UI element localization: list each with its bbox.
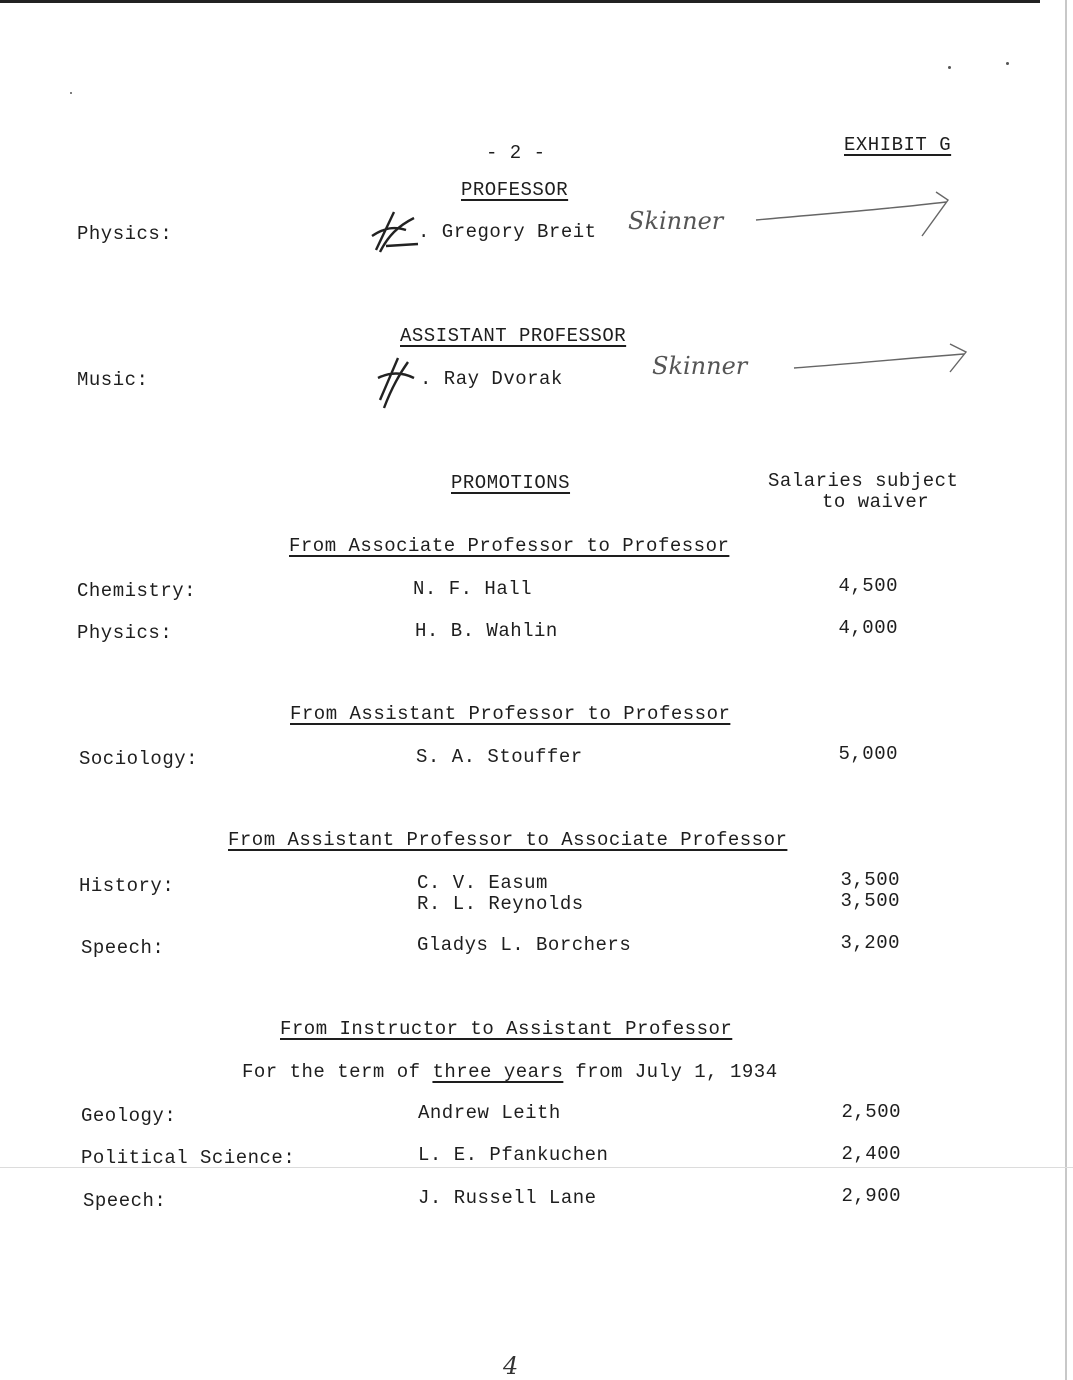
salary-column-header-line1: Salaries subject	[768, 470, 959, 492]
strikethrough-mark-icon	[374, 352, 424, 412]
row-salary: 3,200	[840, 932, 900, 954]
row-name: H. B. Wahlin	[415, 620, 558, 642]
row-name: Andrew Leith	[418, 1102, 561, 1124]
term-emphasis: three years	[432, 1061, 564, 1083]
music-department-label: Music:	[77, 369, 149, 391]
term-prefix: For the term of	[242, 1061, 433, 1083]
section-heading-instr-to-asst: From Instructor to Assistant Professor	[280, 1018, 733, 1040]
handwritten-page-mark: 4	[503, 1352, 519, 1380]
page-edge-shadow	[1065, 0, 1067, 1380]
handwritten-note-skinner: Skinner	[628, 207, 724, 235]
row-department: Chemistry:	[77, 580, 197, 602]
row-name: R. L. Reynolds	[417, 893, 584, 915]
handwritten-arrow-icon	[790, 338, 970, 378]
professor-heading: PROFESSOR	[461, 179, 569, 201]
physics-department-label: Physics:	[77, 223, 173, 245]
row-department: Speech:	[83, 1190, 167, 1212]
row-salary: 2,900	[841, 1185, 901, 1207]
handwritten-arrow-icon	[750, 184, 956, 240]
row-name: J. Russell Lane	[418, 1187, 597, 1209]
row-name: N. F. Hall	[413, 578, 533, 600]
row-salary: 3,500	[840, 890, 900, 912]
row-salary: 4,000	[838, 617, 898, 639]
row-name: L. E. Pfankuchen	[418, 1144, 609, 1166]
row-salary: 5,000	[838, 743, 898, 765]
row-name: Gladys L. Borchers	[417, 934, 632, 956]
promotions-heading: PROMOTIONS	[451, 472, 571, 494]
section-heading-assoc-to-prof: From Associate Professor to Professor	[289, 535, 730, 557]
term-note	[242, 1061, 778, 1083]
strikethrough-mark-icon	[366, 206, 426, 260]
paper-speck	[70, 92, 72, 94]
section-heading-asst-to-assoc: From Assistant Professor to Associate Professor	[228, 829, 788, 851]
row-salary: 3,500	[840, 869, 900, 891]
salary-column-header-line2: to waiver	[822, 491, 930, 513]
row-department: History:	[79, 875, 175, 897]
section-heading-asst-to-prof: From Assistant Professor to Professor	[290, 703, 731, 725]
row-department: Physics:	[77, 622, 173, 644]
row-department: Political Science:	[81, 1147, 296, 1169]
professor-name: . Gregory Breit	[418, 221, 597, 243]
paper-speck	[948, 66, 951, 69]
row-department: Sociology:	[79, 748, 199, 770]
exhibit-label: EXHIBIT G	[844, 134, 952, 156]
top-edge-rule	[0, 0, 1040, 3]
paper-speck	[1006, 62, 1009, 65]
row-department: Speech:	[81, 937, 165, 959]
row-name: C. V. Easum	[417, 872, 548, 894]
assistant-professor-name: . Ray Dvorak	[420, 368, 563, 390]
row-name: S. A. Stouffer	[416, 746, 583, 768]
row-salary: 2,400	[841, 1143, 901, 1165]
page-number: - 2 -	[486, 142, 546, 164]
handwritten-note-skinner: Skinner	[652, 352, 748, 380]
row-salary: 4,500	[838, 575, 898, 597]
term-suffix: from July 1, 1934	[563, 1061, 778, 1083]
row-department: Geology:	[81, 1105, 177, 1127]
row-salary: 2,500	[841, 1101, 901, 1123]
assistant-professor-heading: ASSISTANT PROFESSOR	[400, 325, 627, 347]
